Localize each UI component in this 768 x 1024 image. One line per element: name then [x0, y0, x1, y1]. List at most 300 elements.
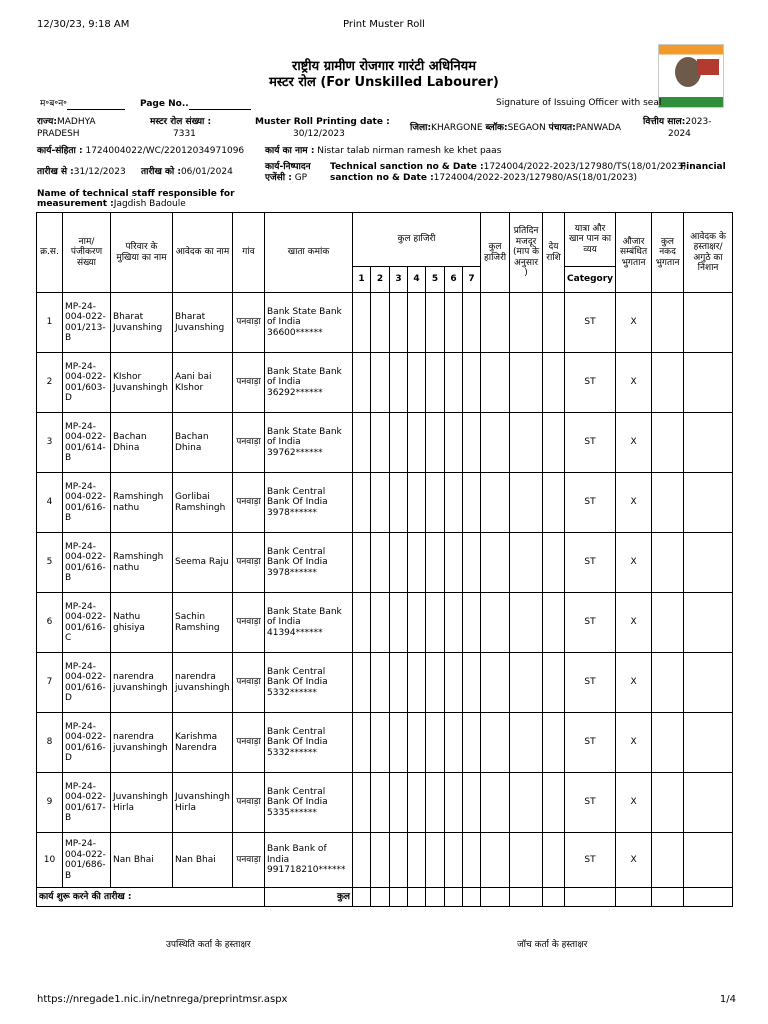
tech-staff-label-line1: Name of technical staff responsible for [37, 189, 235, 199]
row-blank-cell [510, 413, 543, 473]
row-sno: 2 [37, 353, 63, 413]
muster-roll-table [36, 212, 733, 907]
row-signature [684, 713, 733, 773]
panchayat-value: PANWADA [575, 123, 621, 133]
header-category: Category [565, 267, 616, 293]
row-signature [684, 593, 733, 653]
row-cash [652, 593, 684, 653]
row-blank-cell [543, 593, 565, 653]
row-day-attendance [371, 653, 390, 713]
print-header [0, 0, 768, 40]
row-day-attendance [445, 293, 463, 353]
row-day-attendance [426, 413, 445, 473]
tech-staff-label: measurement : [37, 199, 114, 209]
row-village: पनवाड़ा [233, 413, 265, 473]
block-label: ब्लॉक: [485, 123, 508, 133]
row-day-attendance [390, 293, 408, 353]
row-job-card: MP-24-004-022-001/616-C [63, 593, 111, 653]
row-job-card: MP-24-004-022-001/616-D [63, 713, 111, 773]
row-head-of-family: narendra juvanshingh [111, 653, 173, 713]
row-village: पनवाड़ा [233, 653, 265, 713]
state-label: राज्य: [37, 117, 57, 127]
row-applicant: Bachan Dhina [173, 413, 233, 473]
table-footer-row [37, 888, 733, 907]
row-day-attendance [463, 353, 481, 413]
row-day-attendance [353, 293, 371, 353]
row-blank-cell [543, 653, 565, 713]
row-head-of-family: Juvanshingh Hirla [111, 773, 173, 833]
table-body [37, 293, 733, 888]
row-day-attendance [426, 293, 445, 353]
row-signature [684, 773, 733, 833]
row-account: Bank State Bank of India 36292****** [265, 353, 353, 413]
row-day-attendance [390, 473, 408, 533]
row-blank-cell [510, 473, 543, 533]
row-blank-cell [481, 473, 510, 533]
header-applicant: आवेदक का नाम [173, 213, 233, 293]
row-day-attendance [390, 773, 408, 833]
panchayat-label: पंचायत: [548, 123, 576, 133]
footer-cell [565, 888, 616, 907]
row-tools: X [616, 833, 652, 888]
tech-sanction-value: 1724004/2022-2023/127980/TS(18/01/2023) [483, 162, 687, 172]
row-applicant: narendra juvanshingh [173, 653, 233, 713]
date-to-label: तारीख को : [141, 167, 181, 177]
msr-blank [67, 98, 125, 110]
footer-cell [445, 888, 463, 907]
header-head-of-family: परिवार के मुखिया का नाम [111, 213, 173, 293]
date-to-field [141, 167, 233, 178]
row-day-attendance [390, 833, 408, 888]
date-from-field [37, 167, 126, 178]
row-tools: X [616, 353, 652, 413]
row-sno: 9 [37, 773, 63, 833]
row-day-attendance [445, 833, 463, 888]
row-sno: 6 [37, 593, 63, 653]
row-category: ST [565, 293, 616, 353]
work-name-label: कार्य का नाम : [265, 146, 315, 156]
row-blank-cell [481, 353, 510, 413]
row-applicant: Juvanshingh Hirla [173, 773, 233, 833]
table-row [37, 413, 733, 473]
attendance-taker-signature-label: उपस्थिति कर्ता के हस्ताक्षर [166, 940, 251, 950]
row-sno: 10 [37, 833, 63, 888]
row-day-attendance [445, 473, 463, 533]
row-account: Bank Central Bank Of India 5332****** [265, 713, 353, 773]
header-day-7: 7 [463, 267, 481, 293]
row-day-attendance [371, 473, 390, 533]
header-day-4: 4 [408, 267, 426, 293]
header-account: खाता कमांक [265, 213, 353, 293]
row-day-attendance [408, 413, 426, 473]
table-row [37, 593, 733, 653]
header-attendance: कुल हाजिरी [353, 213, 481, 267]
table-row [37, 713, 733, 773]
row-head-of-family: KIshor Juvanshingh [111, 353, 173, 413]
row-day-attendance [371, 773, 390, 833]
row-tools: X [616, 773, 652, 833]
row-applicant: Seema Raju [173, 533, 233, 593]
msr-number-field [40, 98, 125, 110]
table-row [37, 653, 733, 713]
row-day-attendance [445, 593, 463, 653]
state-value: MADHYA [56, 117, 96, 127]
row-day-attendance [426, 593, 445, 653]
district-label: जिला: [410, 123, 432, 133]
footer-cell [652, 888, 684, 907]
row-signature [684, 533, 733, 593]
row-blank-cell [543, 293, 565, 353]
issuing-officer-signature-label: Signature of Issuing Officer with seal [496, 98, 662, 108]
row-day-attendance [353, 533, 371, 593]
header-total-attendance: कुल हाजिरी [481, 213, 510, 293]
table-row [37, 473, 733, 533]
row-day-attendance [463, 833, 481, 888]
header-job-card: नाम/ पंजीकरण संख्या [63, 213, 111, 293]
date-from-label: तारीख से : [37, 167, 74, 177]
row-blank-cell [481, 593, 510, 653]
state-field [37, 117, 96, 128]
row-blank-cell [481, 713, 510, 773]
row-job-card: MP-24-004-022-001/213-B [63, 293, 111, 353]
row-head-of-family: Nathu ghisiya [111, 593, 173, 653]
row-village: पनवाड़ा [233, 773, 265, 833]
row-day-attendance [426, 713, 445, 773]
row-tools: X [616, 713, 652, 773]
row-day-attendance [371, 593, 390, 653]
row-blank-cell [543, 353, 565, 413]
row-head-of-family: narendra juvanshingh [111, 713, 173, 773]
document-title-muster-roll: मस्टर रोल (For Unskilled Labourer) [269, 75, 499, 90]
agency-field [265, 173, 307, 184]
row-category: ST [565, 653, 616, 713]
row-cash [652, 653, 684, 713]
block-value: SEGAON [507, 123, 546, 133]
row-day-attendance [390, 413, 408, 473]
row-cash [652, 773, 684, 833]
row-day-attendance [371, 293, 390, 353]
agency-label-line1: कार्य-निष्पादन [265, 162, 311, 172]
row-blank-cell [481, 533, 510, 593]
row-job-card: MP-24-004-022-001/617-B [63, 773, 111, 833]
financial-label: Financial [680, 162, 726, 172]
row-job-card: MP-24-004-022-001/614-B [63, 413, 111, 473]
row-day-attendance [445, 713, 463, 773]
row-job-card: MP-24-004-022-001/616-B [63, 473, 111, 533]
header-village: गांव [233, 213, 265, 293]
row-day-attendance [408, 833, 426, 888]
date-from-value: 31/12/2023 [73, 167, 126, 177]
row-day-attendance [353, 473, 371, 533]
agency-label: एजेंसी : [265, 173, 292, 183]
row-blank-cell [510, 593, 543, 653]
row-blank-cell [481, 833, 510, 888]
row-tools: X [616, 293, 652, 353]
row-day-attendance [445, 413, 463, 473]
header-day-2: 2 [371, 267, 390, 293]
row-blank-cell [481, 293, 510, 353]
print-footer [0, 988, 768, 1012]
financial-year-value-line2: 2024 [668, 129, 691, 139]
row-day-attendance [353, 773, 371, 833]
row-blank-cell [510, 533, 543, 593]
header-cash: कुल नकद भुगतान [652, 213, 684, 293]
row-day-attendance [353, 353, 371, 413]
row-blank-cell [543, 473, 565, 533]
footer-cell [684, 888, 733, 907]
row-day-attendance [426, 353, 445, 413]
row-day-attendance [463, 653, 481, 713]
row-applicant: Gorlibai Ramshingh [173, 473, 233, 533]
header-day-1: 1 [353, 267, 371, 293]
printing-date-label: Muster Roll Printing date : [255, 117, 390, 127]
row-account: Bank State Bank of India 39762****** [265, 413, 353, 473]
row-day-attendance [408, 773, 426, 833]
agency-value: GP [294, 173, 308, 183]
row-blank-cell [543, 833, 565, 888]
row-job-card: MP-24-004-022-001/603-D [63, 353, 111, 413]
page-label: Page No.. [140, 99, 189, 109]
row-cash [652, 833, 684, 888]
row-category: ST [565, 713, 616, 773]
footer-cell [616, 888, 652, 907]
row-signature [684, 653, 733, 713]
row-day-attendance [445, 533, 463, 593]
row-blank-cell [510, 833, 543, 888]
row-day-attendance [390, 353, 408, 413]
row-account: Bank Bank of India 991718210****** [265, 833, 353, 888]
footer-cell [353, 888, 371, 907]
row-day-attendance [353, 413, 371, 473]
print-title: Print Muster Roll [343, 19, 425, 30]
table-row [37, 533, 733, 593]
table-row [37, 353, 733, 413]
row-day-attendance [390, 653, 408, 713]
tech-staff-field [37, 199, 186, 210]
row-day-attendance [408, 593, 426, 653]
tech-sanction-label: Technical sanction no & Date : [330, 162, 484, 172]
row-head-of-family: Ramshingh nathu [111, 473, 173, 533]
district-value: KHARGONE [431, 123, 483, 133]
row-signature [684, 413, 733, 473]
row-day-attendance [426, 653, 445, 713]
row-cash [652, 413, 684, 473]
row-day-attendance [371, 533, 390, 593]
row-job-card: MP-24-004-022-001/616-B [63, 533, 111, 593]
row-day-attendance [426, 473, 445, 533]
header-signature: आवेदक के हस्ताक्षर/ अगुठे का निशान [684, 213, 733, 293]
document-title-hindi: राष्ट्रीय ग्रामीण रोजगार गारंटी अधिनियम [292, 59, 476, 74]
row-day-attendance [463, 773, 481, 833]
checker-signature-label: जॉच कर्ता के हस्ताक्षर [517, 940, 588, 950]
row-day-attendance [353, 833, 371, 888]
print-datetime: 12/30/23, 9:18 AM [37, 19, 130, 30]
msr-label: म॰ब॰न॰ [40, 99, 68, 109]
page-number-field [140, 98, 251, 110]
print-page-number: 1/4 [719, 994, 736, 1005]
row-account: Bank Central Bank Of India 5335****** [265, 773, 353, 833]
header-travel: यात्रा और खान पान का व्यय [565, 213, 616, 267]
row-day-attendance [445, 773, 463, 833]
row-signature [684, 293, 733, 353]
row-tools: X [616, 593, 652, 653]
row-job-card: MP-24-004-022-001/686-B [63, 833, 111, 888]
row-day-attendance [445, 653, 463, 713]
row-village: पनवाड़ा [233, 353, 265, 413]
row-day-attendance [463, 533, 481, 593]
row-day-attendance [445, 353, 463, 413]
muster-roll-number: 7331 [173, 129, 196, 139]
row-account: Bank Central Bank Of India 5332****** [265, 653, 353, 713]
date-to-value: 06/01/2024 [180, 167, 233, 177]
financial-year-value: 2023- [685, 117, 712, 127]
table-header-row-1 [37, 213, 733, 267]
row-cash [652, 293, 684, 353]
row-day-attendance [371, 413, 390, 473]
row-category: ST [565, 593, 616, 653]
row-sno: 1 [37, 293, 63, 353]
row-category: ST [565, 533, 616, 593]
row-blank-cell [510, 653, 543, 713]
row-day-attendance [408, 473, 426, 533]
row-applicant: Karishma Narendra [173, 713, 233, 773]
fin-sanction-label: sanction no & Date : [330, 173, 434, 183]
row-head-of-family: Nan Bhai [111, 833, 173, 888]
logo-emblem-icon [697, 59, 719, 75]
row-blank-cell [481, 413, 510, 473]
row-signature [684, 353, 733, 413]
footer-cell [463, 888, 481, 907]
footer-cell [408, 888, 426, 907]
row-blank-cell [510, 353, 543, 413]
printing-date-value: 30/12/2023 [293, 129, 345, 139]
row-category: ST [565, 473, 616, 533]
row-cash [652, 713, 684, 773]
row-account: Bank Central Bank Of India 3978****** [265, 473, 353, 533]
row-applicant: Nan Bhai [173, 833, 233, 888]
row-blank-cell [481, 653, 510, 713]
print-url: https://nregade1.nic.in/netnrega/preprintmsr.aspx [37, 994, 288, 1005]
financial-year-label: वित्तीय साल: [643, 117, 686, 127]
row-tools: X [616, 413, 652, 473]
row-cash [652, 353, 684, 413]
row-day-attendance [426, 773, 445, 833]
row-day-attendance [371, 833, 390, 888]
row-village: पनवाड़ा [233, 473, 265, 533]
muster-roll-label: मस्टर रोल संख्या : [150, 117, 212, 127]
tech-sanction-field [330, 162, 686, 173]
row-sno: 3 [37, 413, 63, 473]
row-cash [652, 473, 684, 533]
header-due-amount: देय राशि [543, 213, 565, 293]
work-name-field [265, 146, 501, 157]
row-day-attendance [463, 293, 481, 353]
header-day-5: 5 [426, 267, 445, 293]
row-blank-cell [543, 533, 565, 593]
row-day-attendance [353, 713, 371, 773]
row-category: ST [565, 413, 616, 473]
table-row [37, 833, 733, 888]
header-tools: औजार सम्बंधित भुगतान [616, 213, 652, 293]
row-tools: X [616, 473, 652, 533]
footer-start-date-label: कार्य शुरू करने की तारीख : [37, 888, 265, 907]
row-day-attendance [390, 713, 408, 773]
row-head-of-family: Bachan Dhina [111, 413, 173, 473]
footer-cell [481, 888, 510, 907]
row-day-attendance [353, 653, 371, 713]
row-day-attendance [463, 473, 481, 533]
footer-cell [543, 888, 565, 907]
row-sno: 8 [37, 713, 63, 773]
row-day-attendance [463, 713, 481, 773]
row-tools: X [616, 653, 652, 713]
row-day-attendance [408, 533, 426, 593]
footer-cell [371, 888, 390, 907]
table-row [37, 293, 733, 353]
row-day-attendance [390, 593, 408, 653]
table-row [37, 773, 733, 833]
row-village: पनवाड़ा [233, 713, 265, 773]
row-village: पनवाड़ा [233, 293, 265, 353]
work-name-value: Nistar talab nirman ramesh ke khet paas [317, 146, 502, 156]
row-tools: X [616, 533, 652, 593]
row-category: ST [565, 833, 616, 888]
row-day-attendance [426, 833, 445, 888]
header-day-6: 6 [445, 267, 463, 293]
row-blank-cell [543, 773, 565, 833]
footer-total-label: कुल [265, 888, 353, 907]
row-sno: 7 [37, 653, 63, 713]
row-head-of-family: Ramshingh nathu [111, 533, 173, 593]
work-code-value: 1724004022/WC/22012034971096 [85, 146, 245, 156]
row-day-attendance [408, 293, 426, 353]
row-day-attendance [408, 353, 426, 413]
row-day-attendance [371, 713, 390, 773]
row-blank-cell [481, 773, 510, 833]
header-daily-wage: प्रतिदिन मजदूर (माप के अनुसार ) [510, 213, 543, 293]
financial-year-field [643, 117, 712, 128]
location-field [410, 123, 621, 134]
state-value-line2: PRADESH [37, 129, 80, 139]
row-blank-cell [543, 413, 565, 473]
row-account: Bank Central Bank Of India 3978****** [265, 533, 353, 593]
mgnrega-logo-icon [658, 44, 724, 108]
row-day-attendance [463, 593, 481, 653]
row-category: ST [565, 773, 616, 833]
row-job-card: MP-24-004-022-001/616-D [63, 653, 111, 713]
row-signature [684, 833, 733, 888]
row-sno: 4 [37, 473, 63, 533]
header-day-3: 3 [390, 267, 408, 293]
row-cash [652, 533, 684, 593]
row-day-attendance [408, 653, 426, 713]
footer-cell [390, 888, 408, 907]
row-village: पनवाड़ा [233, 593, 265, 653]
work-code-field [37, 146, 244, 157]
row-blank-cell [510, 773, 543, 833]
fin-sanction-field [330, 173, 637, 184]
row-signature [684, 473, 733, 533]
tech-staff-value: Jagdish Badoule [113, 199, 186, 209]
row-category: ST [565, 353, 616, 413]
row-day-attendance [371, 353, 390, 413]
row-applicant: Bharat Juvanshing [173, 293, 233, 353]
header-sno: क्र.स. [37, 213, 63, 293]
row-blank-cell [510, 293, 543, 353]
footer-cell [510, 888, 543, 907]
row-sno: 5 [37, 533, 63, 593]
row-village: पनवाड़ा [233, 833, 265, 888]
